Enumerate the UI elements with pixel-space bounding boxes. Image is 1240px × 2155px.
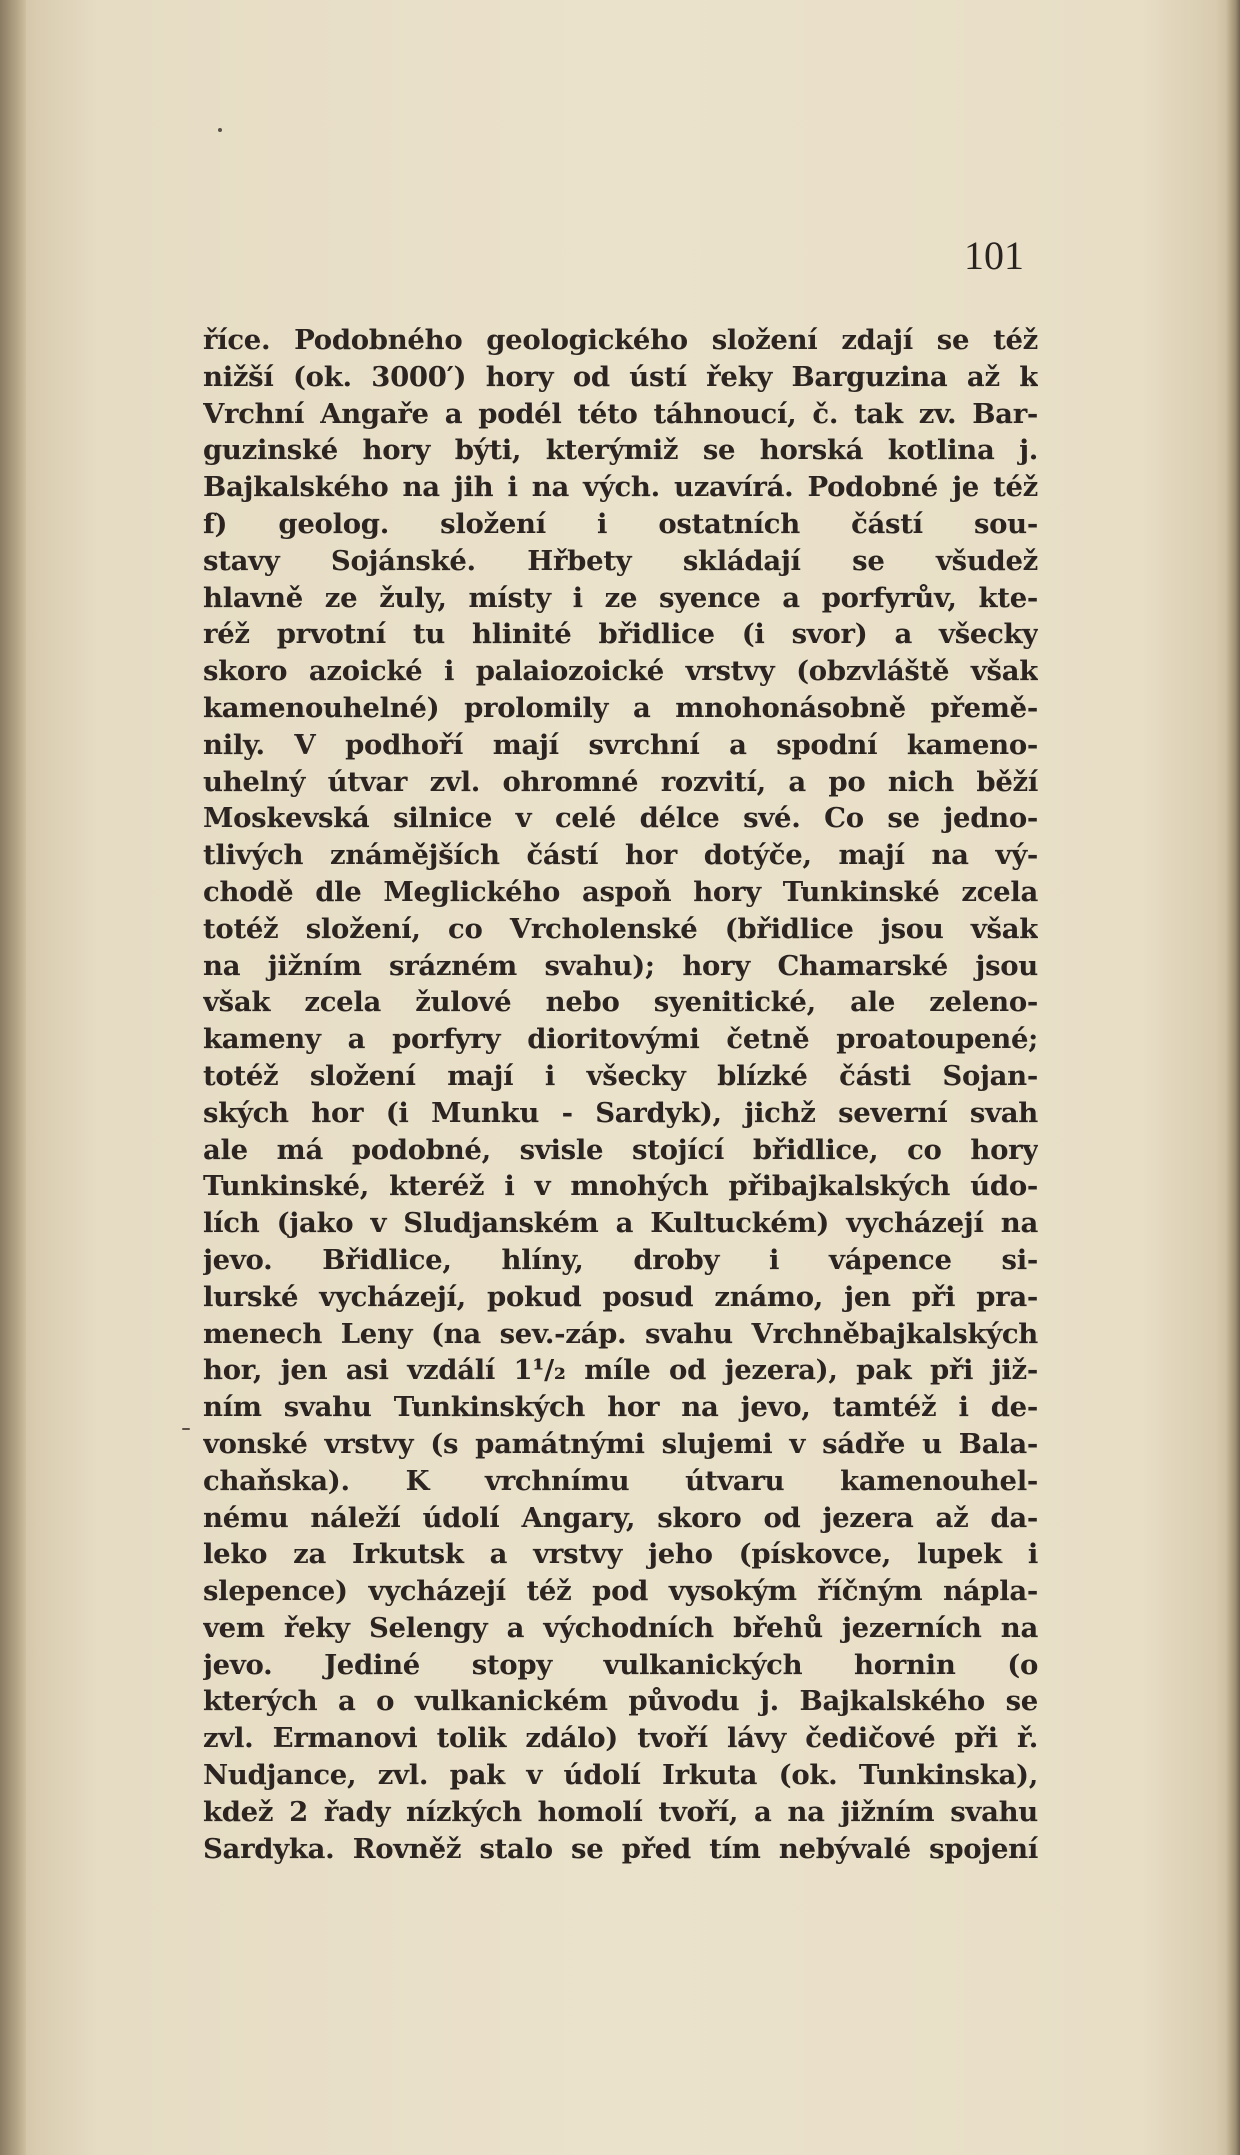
- text-line: tlivých známějších částí hor dotýče, mají na vý-: [203, 839, 1038, 872]
- paper-speck: [218, 128, 222, 132]
- text-line: vonské vrstvy (s památnými slujemi v sádře u Bala-: [203, 1427, 1038, 1460]
- text-line: Sardyka. Rovněž stalo se před tím nebývalé spojení: [203, 1832, 1038, 1865]
- text-line: chaňska). K vrchnímu útvaru kamenouhel-: [203, 1464, 1038, 1497]
- text-line: totéž složení mají i všecky blízké části Sojan-: [203, 1059, 1038, 1092]
- text-line: jevo. Jediné stopy vulkanických hornin (o: [203, 1648, 1038, 1681]
- text-line: leko za Irkutsk a vrstvy jeho (pískovce, lupek i: [203, 1538, 1038, 1571]
- text-line: Moskevská silnice v celé délce své. Co se jedno-: [203, 802, 1038, 835]
- text-line: hlavně ze žuly, místy i ze syence a porfyrův, kte-: [203, 581, 1038, 614]
- text-line: menech Leny (na sev.-záp. svahu Vrchněbajkalských: [203, 1317, 1038, 1350]
- text-line: hor, jen asi vzdálí 1¹/₂ míle od jezera), pak při již-: [203, 1354, 1038, 1387]
- text-line: říce. Podobného geologického složení zdají se též: [203, 324, 1038, 356]
- text-line: uhelný útvar zvl. ohromné rozvití, a po nich běží: [203, 765, 1038, 798]
- text-line: kamenouhelné) prolomily a mnohonásobně přemě-: [203, 691, 1038, 724]
- text-line: guzinské hory býti, kterýmiž se horská kotlina j.: [203, 434, 1038, 467]
- text-line: kameny a porfyry dioritovými četně proatoupené;: [203, 1023, 1038, 1056]
- text-line: totéž složení, co Vrcholenské (břidlice jsou však: [203, 912, 1038, 945]
- text-line: Tunkinské, kteréž i v mnohých přibajkalských údo-: [203, 1170, 1038, 1203]
- text-line: skoro azoické i palaiozoické vrstvy (obzvláště však: [203, 655, 1038, 688]
- text-line: lurské vycházejí, pokud posud známo, jen při pra-: [203, 1280, 1038, 1313]
- text-line: Vrchní Angaře a podél této táhnoucí, č. tak zv. Bar-: [203, 397, 1038, 430]
- text-line: kterých a o vulkanickém původu j. Bajkalského se: [203, 1685, 1038, 1718]
- text-line: však zcela žulové nebo syenitické, ale zeleno-: [203, 986, 1038, 1019]
- text-line: Bajkalského na jih i na vých. uzavírá. Podobné je též: [203, 471, 1038, 504]
- text-line: lích (jako v Sludjanském a Kultuckém) vycházejí na: [203, 1207, 1038, 1240]
- text-line: nižší (ok. 3000′) hory od ústí řeky Barguzina až k: [203, 360, 1038, 393]
- page-binding-edge-left: [0, 0, 26, 2155]
- text-line: vem řeky Selengy a východních břehů jezerních na: [203, 1611, 1038, 1644]
- paper-speck: [182, 1428, 190, 1430]
- page-text: [203, 322, 1038, 1867]
- text-line: stavy Sojánské. Hřbety skládají se všudež: [203, 544, 1038, 577]
- text-line: nily. V podhoří mají svrchní a spodní kameno-: [203, 728, 1038, 761]
- text-line: zvl. Ermanovi tolik zdálo) tvoří lávy čedičové při ř.: [203, 1722, 1038, 1755]
- text-line: Nudjance, zvl. pak v údolí Irkuta (ok. Tunkinska),: [203, 1759, 1038, 1792]
- text-line: nému náleží údolí Angary, skoro od jezera až da-: [203, 1501, 1038, 1534]
- text-line: ale má podobné, svisle stojící břidlice, co hory: [203, 1133, 1038, 1166]
- text-line: chodě dle Meglického aspoň hory Tunkinské zcela: [203, 875, 1038, 908]
- text-line: slepence) vycházejí též pod vysokým říčným nápla-: [203, 1575, 1038, 1608]
- page-binding-edge-right: [1226, 0, 1240, 2155]
- text-line: réž prvotní tu hlinité břidlice (i svor) a všecky: [203, 618, 1038, 651]
- text-line: f) geolog. složení i ostatních částí sou-: [203, 507, 1038, 540]
- text-line: kdež 2 řady nízkých homolí tvoří, a na jižním svahu: [203, 1795, 1038, 1828]
- text-line: ním svahu Tunkinských hor na jevo, tamtéž i de-: [203, 1391, 1038, 1424]
- text-line: na jižním srázném svahu); hory Chamarské jsou: [203, 949, 1038, 982]
- text-line: ských hor (i Munku - Sardyk), jichž severní svah: [203, 1096, 1038, 1129]
- page-number: 101: [964, 233, 1024, 278]
- text-line: jevo. Břidlice, hlíny, droby i vápence si-: [203, 1243, 1038, 1276]
